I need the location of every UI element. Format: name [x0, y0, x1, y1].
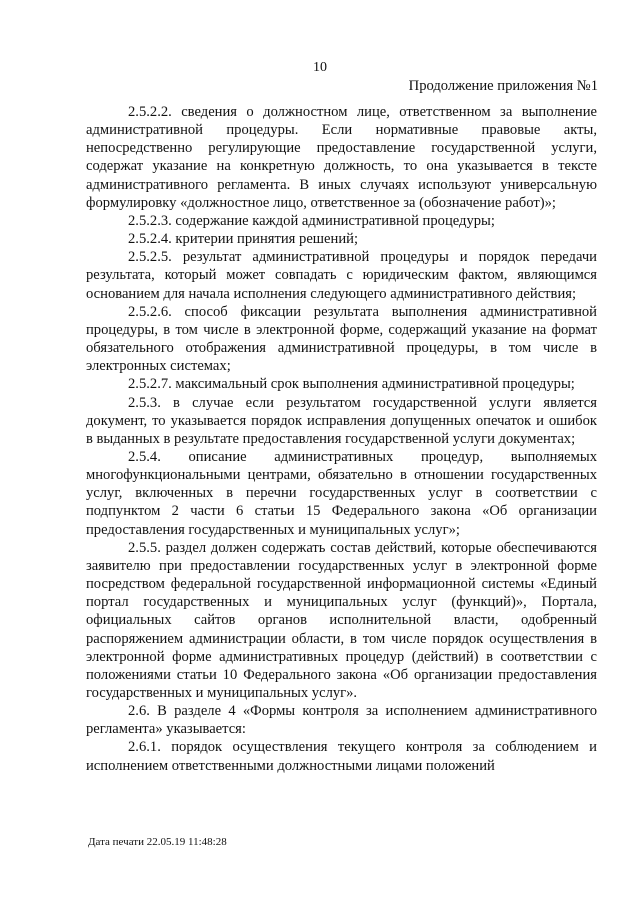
paragraph-2-6-1: 2.6.1. порядок осуществления текущего контроля за соблюдением и исполнением ответственными должностными лицами положений	[86, 739, 597, 774]
appendix-continuation-note: Продолжение приложения №1	[408, 78, 598, 94]
paragraph-2-6: 2.6. В разделе 4 «Формы контроля за исполнением административного регламента» указывается:	[86, 703, 597, 738]
paragraph-2-5-2-4: 2.5.2.4. критерии принятия решений;	[128, 231, 359, 248]
page-number: 10	[313, 60, 327, 75]
print-date-footer: Дата печати 22.05.19 11:48:28	[88, 836, 227, 848]
paragraph-2-5-3: 2.5.3. в случае если результатом государственной услуги является документ, то указывается порядок исправления допущенных опечаток и ошибок в выданных в результате предоставления государственной услуги документах;	[86, 394, 597, 447]
paragraph-2-5-2-6: 2.5.2.6. способ фиксации результата выполнения административной процедуры, в том числе в электронной форме, содержащий указание на формат обязательного отображения административной процедуры, в том числе в электронных системах;	[86, 303, 597, 375]
paragraph-2-5-2-5: 2.5.2.5. результат административной процедуры и порядок передачи результата, который может совпадать с юридическим фактом, являющимся основанием для начала исполнения следующего административного действия;	[86, 249, 597, 302]
paragraph-2-5-2-3: 2.5.2.3. содержание каждой административной процедуры;	[128, 212, 495, 229]
paragraph-2-5-2-7: 2.5.2.7. максимальный срок выполнения административной процедуры;	[128, 376, 575, 393]
paragraph-2-5-4: 2.5.4. описание административных процедур, выполняемых многофункциональными центрами, обязательно в отношении государственных услуг, включенных в перечни государственных услуг в соответствии с подпунктом 2 части 6 статьи 15 Федерального закона «Об организации предоставления государственных и муниципальных услуг»;	[86, 448, 597, 538]
paragraph-2-5-5: 2.5.5. раздел должен содержать состав действий, которые обеспечиваются заявителю при предоставлении государственных услуг в электронной форме посредством федеральной государственной информационной системы «Единый портал государственных и муниципальных услуг (функций)», Портала, официальных сайтов органов исполнительной власти, одобренный распоряжением администрации области, в том числе порядок осуществления в электронной форме административных процедур (действий) в соответствии с положениями статьи 10 Федерального закона «Об организации предоставления государственных и муниципальных услуг».	[86, 539, 597, 701]
document-body	[86, 103, 597, 775]
paragraph-2-5-2-2: 2.5.2.2. сведения о должностном лице, ответственном за выполнение административной процедуры. Если нормативные правовые акты, непосредственно регулирующие предоставление государственной услуги, содержат указание на конкретную должность, то она указывается в тексте административного регламента. В иных случаях используют универсальную формулировку «должностное лицо, ответственное за (обозначение работ)»;	[86, 104, 597, 211]
